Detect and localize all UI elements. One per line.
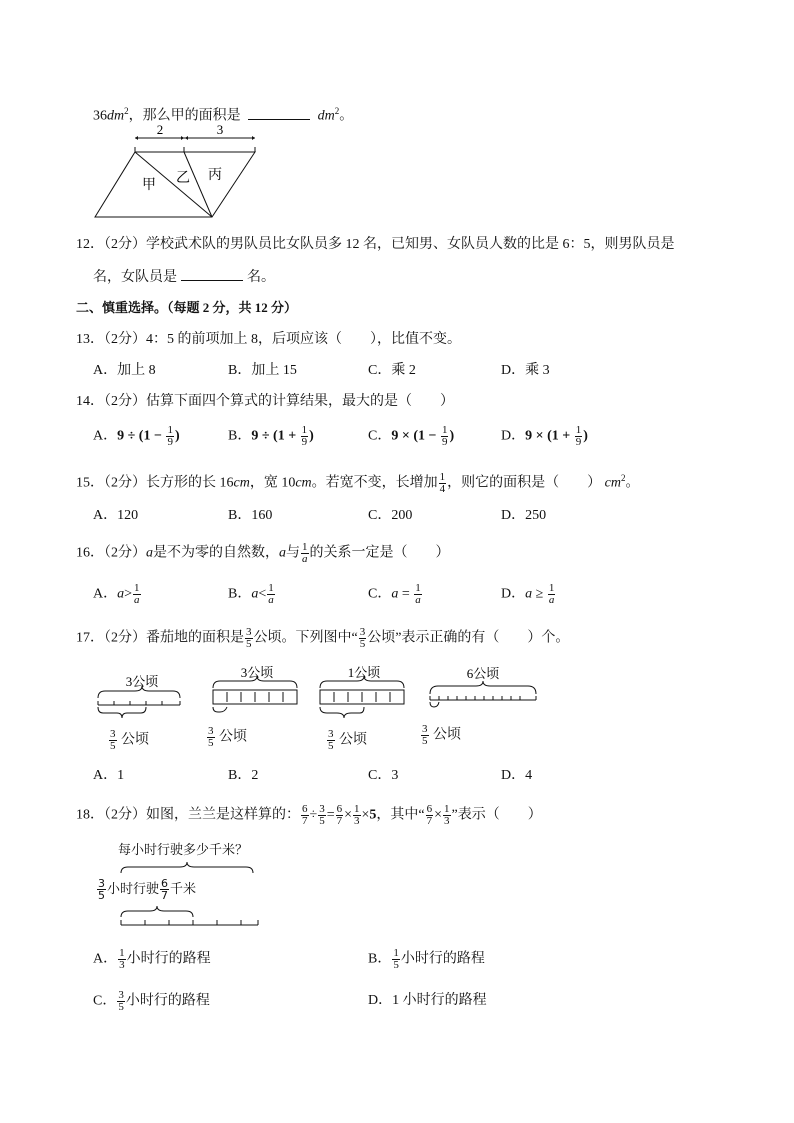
q17-figure-2	[210, 666, 305, 726]
q13-stem: 13．（2分）4：5 的前项加上 8，后项应该（ ），比值不变。	[76, 332, 461, 347]
q17-figure-4	[426, 664, 546, 724]
q18-top-brace	[118, 858, 258, 878]
label-bing: 丙	[208, 168, 222, 183]
q18-option-b[interactable]: B． $\frac{1}{5}$ 小时行的路程	[368, 947, 485, 971]
q16-option-a[interactable]: A．a> $\frac{1}{a}$	[93, 582, 140, 606]
q13-option-b[interactable]: B．加上 15	[228, 363, 297, 378]
q18-option-a[interactable]: A． $\frac{1}{3}$ 小时行的路程	[93, 947, 211, 971]
q13-option-d[interactable]: D．乘 3	[501, 363, 550, 378]
svg-text:6公顷: 6公顷	[466, 666, 500, 681]
q17-fig4-caption: $\frac{3}{5}$ 公顷	[422, 723, 461, 747]
q18-stem: 18．（2分）如图，兰兰是这样算的： $\frac{6}{7}$ ÷ $\frac{3}{5}$ = $\frac{6}{7}$ × $\frac{1}{3}$ ×5，其中“ $\frac{6}{7}$ × $\frac{1}{3}$ ”表示（ ）	[76, 803, 542, 827]
q15-option-b[interactable]: B．160	[228, 508, 273, 523]
label-jia: 甲	[142, 178, 156, 193]
q14-stem: 14．（2分）估算下面四个算式的计算结果，最大的是（ ）	[76, 394, 454, 409]
q17-option-a[interactable]: A．1	[93, 768, 125, 783]
q17-option-c[interactable]: C．3	[368, 768, 399, 783]
q16-option-b[interactable]: B．a< $\frac{1}{a}$	[228, 582, 274, 606]
q15-option-d[interactable]: D．250	[501, 508, 547, 523]
q11-text: $36dm^2$，那么甲的面积是 $dm^2$。	[93, 106, 354, 124]
q15-stem: 15．（2分）长方形的长 16cm，宽 10cm。若宽不变，长增加 $\frac{1}{4}$ ，则它的面积是（ ） $cm^2$。	[76, 470, 640, 495]
q16-stem: 16．（2分）a是不为零的自然数，a与 $\frac{1}{a}$ 的关系一定是（ ）	[76, 541, 450, 565]
section-title: 二、慎重选择。（每题 2 分，共 12 分）	[76, 300, 298, 315]
q17-fig2-caption: $\frac{3}{5}$ 公顷	[208, 725, 247, 749]
q15-option-c[interactable]: C．200	[368, 508, 413, 523]
q17-stem: 17．（2分）番茄地的面积是 $\frac{3}{5}$ 公顷。下列图中“ $\frac{3}{5}$ 公顷”表示正确的有（ ）个。	[76, 626, 570, 650]
q18-figure-statement: $\frac{3}{5}$ 小时行驶 $\frac{6}{7}$ 千米	[98, 877, 197, 902]
q14-option-d[interactable]: D．9 × (1 + $\frac{1}{9}$ )	[501, 424, 588, 448]
q18-number-line	[118, 903, 268, 933]
svg-text:3公顷: 3公顷	[125, 674, 159, 689]
q17-option-d[interactable]: D．4	[501, 768, 533, 783]
q12-line1: 12．（2分）学校武术队的男队员比女队员多 12 名，已知男、女队员人数的比是 6：5，则男队员是	[76, 237, 675, 252]
q17-option-b[interactable]: B．2	[228, 768, 259, 783]
q18-option-d[interactable]: D．1 小时行的路程	[368, 993, 487, 1008]
q17-fig1-caption: $\frac{3}{5}$ 公顷	[110, 728, 149, 752]
q13-option-a[interactable]: A．加上 8	[93, 363, 156, 378]
q15-option-a[interactable]: A．120	[93, 508, 139, 523]
q16-option-c[interactable]: C．a = $\frac{1}{a}$	[368, 582, 421, 606]
answer-blank[interactable]	[181, 268, 243, 281]
q17-fig3-caption: $\frac{3}{5}$ 公顷	[328, 728, 367, 752]
answer-blank[interactable]	[248, 107, 310, 120]
svg-text:1公顷: 1公顷	[347, 665, 381, 680]
label-3: 3	[216, 122, 224, 137]
q14-option-c[interactable]: C．9 × (1 − $\frac{1}{9}$ )	[368, 424, 455, 448]
q12-line2: 名，女队员是 名。	[93, 270, 275, 285]
q17-figure-3	[317, 666, 412, 726]
q14-option-a[interactable]: A．9 ÷ (1 − $\frac{1}{9}$ )	[93, 424, 180, 448]
label-2: 2	[156, 122, 164, 137]
q16-option-d[interactable]: D．a ≥ $\frac{1}{a}$	[501, 582, 555, 606]
q18-figure-question: 每小时行驶多少千米？	[118, 843, 249, 858]
svg-text:3公顷: 3公顷	[240, 665, 274, 680]
q14-option-b[interactable]: B．9 ÷ (1 + $\frac{1}{9}$ )	[228, 424, 314, 448]
label-yi: 乙	[176, 171, 190, 186]
q13-option-c[interactable]: C．乘 2	[368, 363, 416, 378]
q11-parallelogram-figure	[92, 122, 262, 222]
q18-option-c[interactable]: C． $\frac{3}{5}$ 小时行的路程	[93, 989, 210, 1013]
